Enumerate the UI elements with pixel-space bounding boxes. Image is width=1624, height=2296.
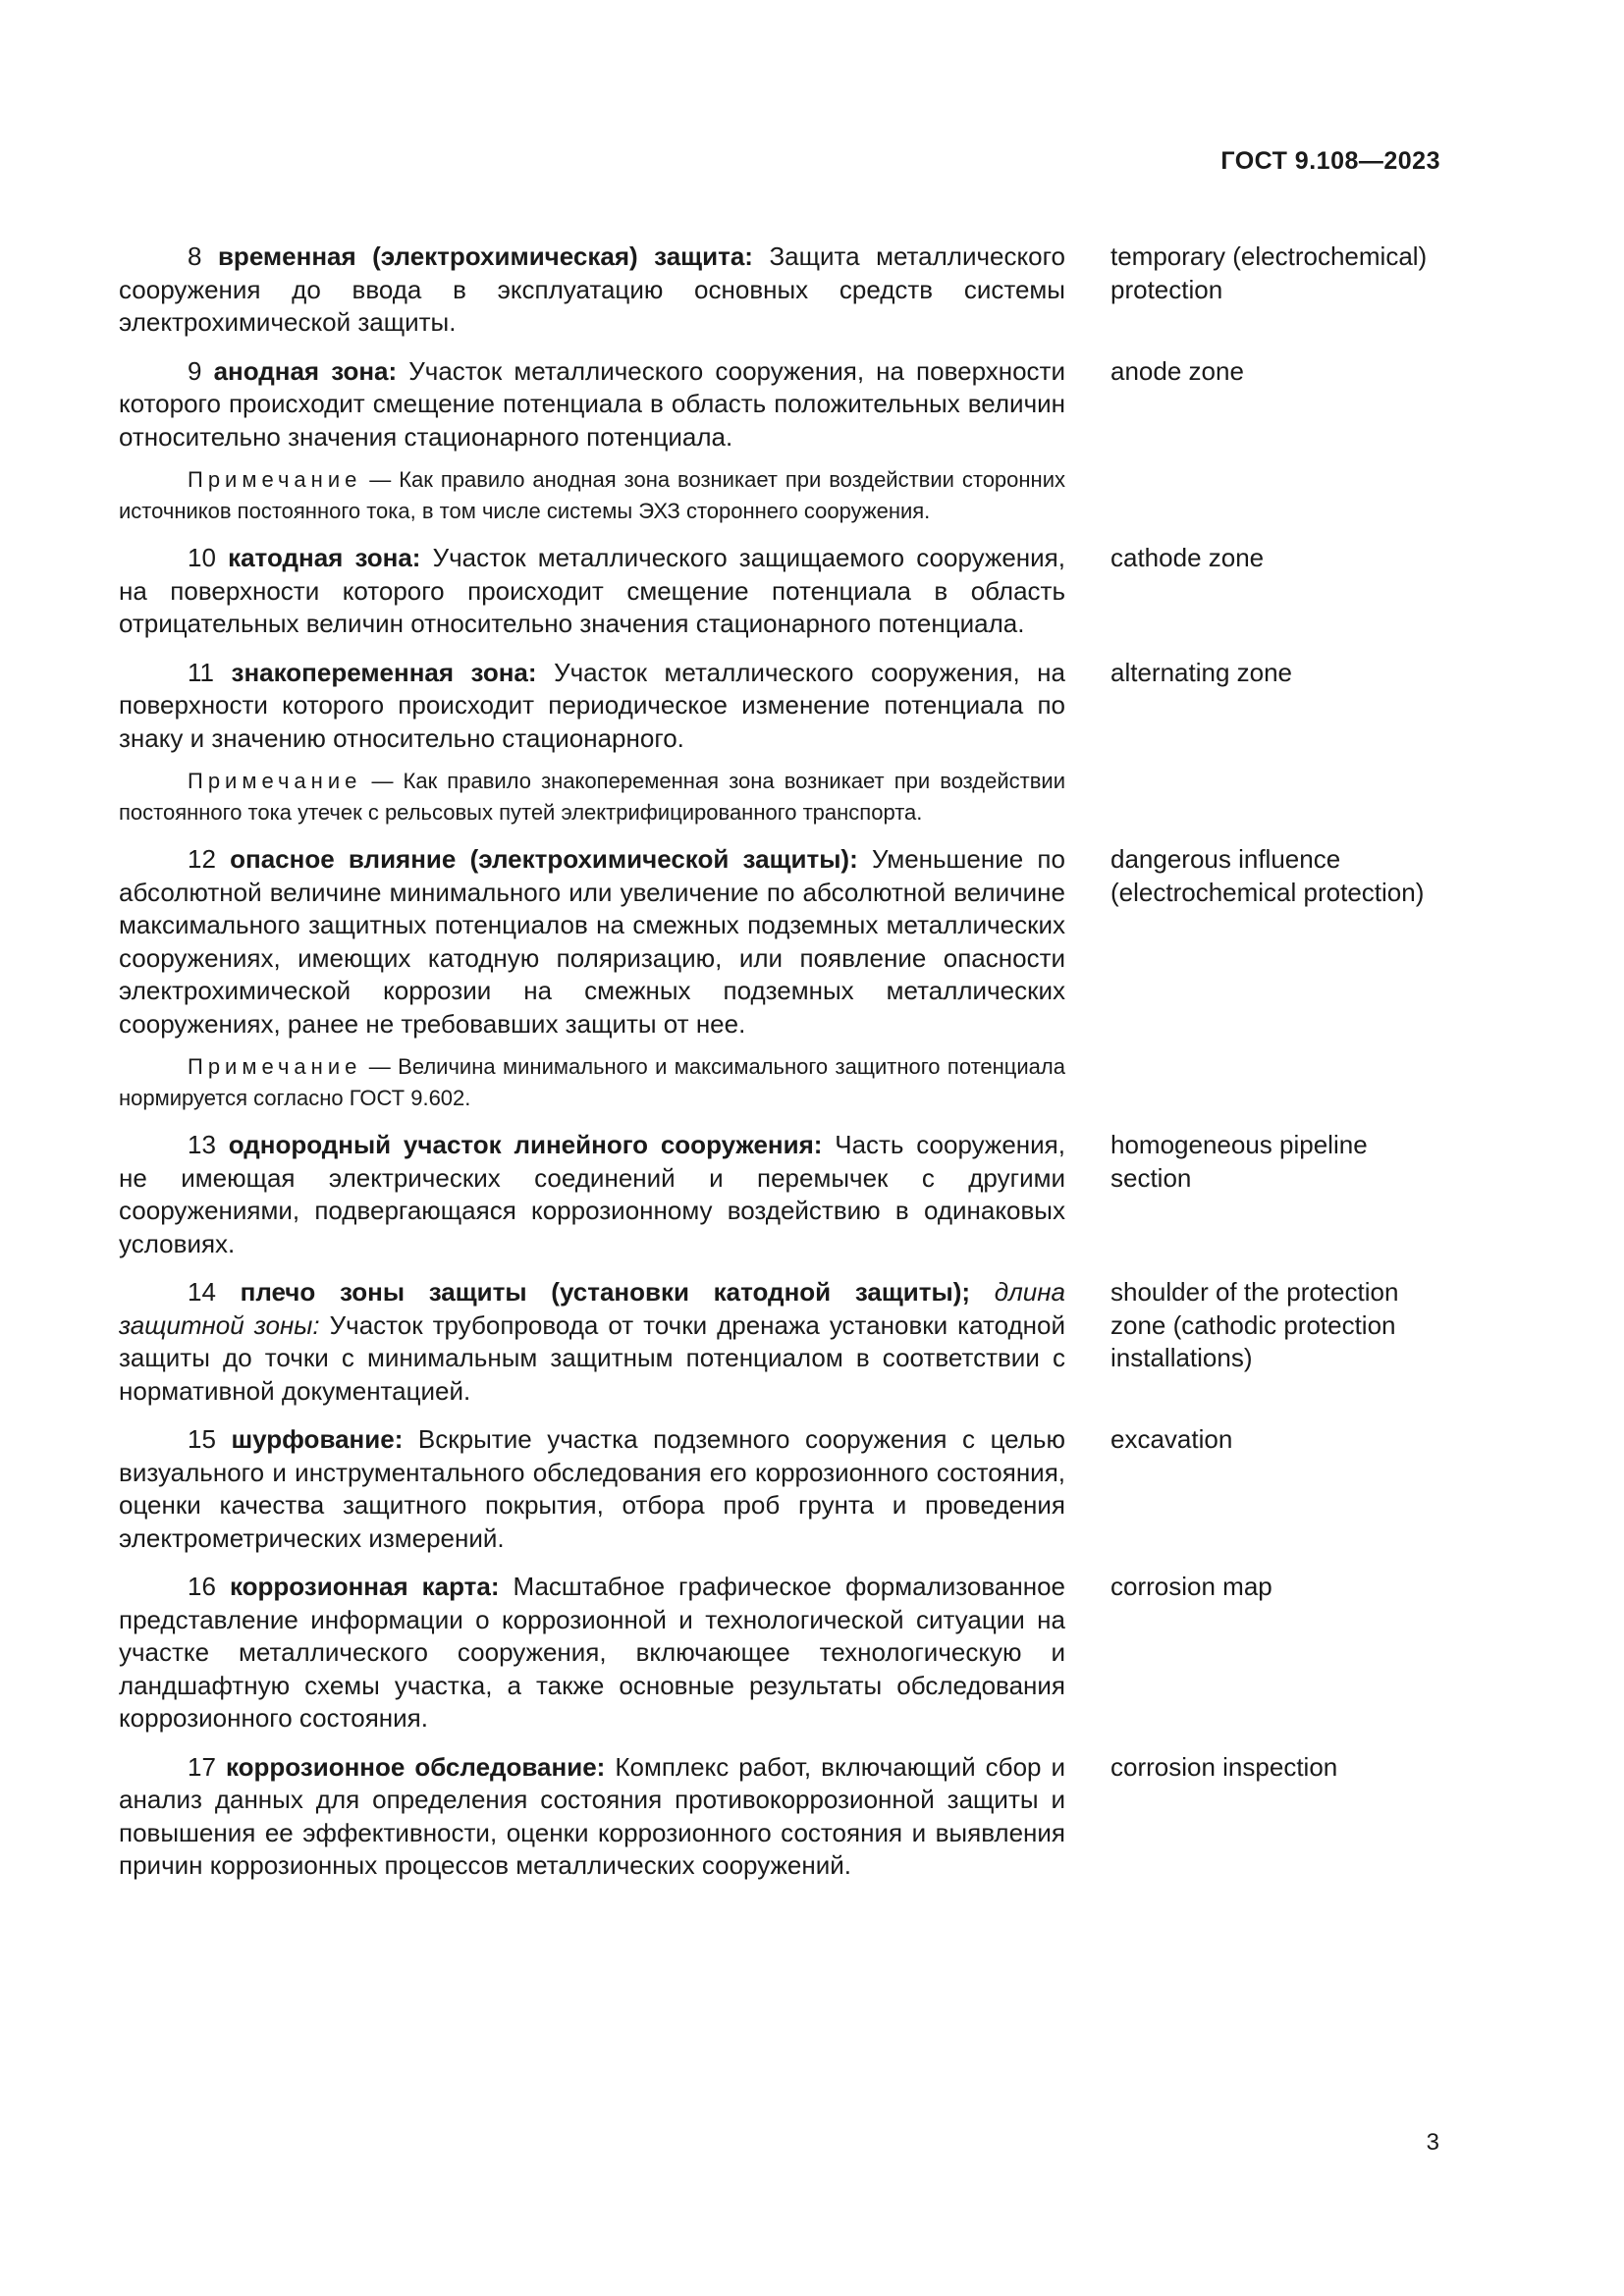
term-entry-main [119, 542, 1065, 641]
term-entry-main [119, 1751, 1065, 1883]
definition-text: Участок металлического сооружения, на поверхности которого происходит смещение потенциала в область положительных величин относительно значения стационарного потенциала. [119, 355, 1065, 452]
term-number: 12 [188, 844, 216, 874]
definition-text: Уменьшение по абсолютной величине минимального или увеличение по абсолютной величине максимального защитных потенциалов на смежных подземных металлических сооружениях, имеющих катодную поляризацию, или появление опасности электрохимической коррозии на смежных подземных металлических сооружениях, ранее не требовавших защиты от нее. [119, 844, 1065, 1039]
term-definition [119, 1129, 1065, 1260]
definition-text: Комплекс работ, включающий сбор и анализ данных для определения состояния противокоррозионной защиты и повышения ее эффективности, оценки коррозионного состояния и выявления причин коррозионных процессов металлических сооружений. [119, 1751, 1066, 1880]
term-definition [119, 1276, 1065, 1408]
definition-text: Участок металлического защищаемого сооружения, на поверхности которого происходит смещение потенциала в область отрицательных величин относительно значения стационарного потенциала. [119, 543, 1065, 638]
term-number: 16 [188, 1572, 216, 1601]
term-entry-main [119, 1571, 1065, 1735]
term-english: temporary (electrochemical) protection [1110, 241, 1428, 304]
term-title: шурфование: [231, 1424, 404, 1454]
term-title: знакопеременная зона: [231, 657, 537, 687]
document-code: ГОСТ 9.108—2023 [1220, 147, 1440, 175]
term-entry-15 [119, 1423, 1444, 1555]
term-entry-13 [119, 1129, 1444, 1260]
term-definition [119, 1751, 1065, 1883]
term-english: dangerous influence (electrochemical protection) [1110, 844, 1425, 907]
definition-text: Участок металлического сооружения, на поверхности которого происходит периодическое изменение потенциала по знаку и значению относительно стационарного. [119, 657, 1065, 753]
term-number: 9 [188, 355, 202, 386]
term-english: anode zone [1110, 355, 1244, 386]
term-entry-14 [119, 1276, 1444, 1408]
page-number: 3 [1426, 2129, 1439, 2156]
term-entry-8 [119, 240, 1444, 340]
note-text: — Как правило анодная зона возникает при воздействии сторонних источников постоянного тока, в том числе системы ЭХЗ стороннего сооружения. [119, 467, 1065, 523]
term-number: 15 [188, 1424, 216, 1454]
term-entry-10 [119, 542, 1444, 641]
term-english: corrosion map [1110, 1572, 1272, 1601]
definition-text: Вскрытие участка подземного сооружения с целью визуального и инструментального обследования его коррозионного состояния, оценки качества защитного покрытия, отбора проб грунта и проведения электрометрических измерений. [119, 1424, 1065, 1553]
term-definition [119, 240, 1065, 340]
term-entry-17 [119, 1751, 1444, 1883]
term-definition [119, 1423, 1065, 1555]
term-entry-9 [119, 355, 1444, 527]
term-entry-main [119, 657, 1065, 828]
term-number: 11 [188, 657, 214, 687]
term-entry-main [119, 1276, 1065, 1408]
term-number: 14 [188, 1277, 216, 1307]
definition-text: Участок трубопровода от точки дренажа установки катодной защиты до точки с минимальным защитным потенциалом в соответствии с нормативной документацией. [119, 1309, 1065, 1406]
term-english: cathode zone [1110, 543, 1265, 572]
term-definition [119, 542, 1065, 641]
term-number: 10 [188, 543, 216, 572]
term-definition [119, 657, 1065, 756]
term-english: alternating zone [1110, 657, 1293, 687]
term-entry-11 [119, 657, 1444, 828]
term-entry-12 [119, 843, 1444, 1113]
note-text: — Как правило знакопеременная зона возникает при воздействии постоянного тока утечек с рельсовых путей электрифицированного транспорта. [119, 769, 1065, 825]
term-entry-main [119, 355, 1065, 527]
term-definition [119, 1571, 1065, 1735]
term-entry-main [119, 843, 1065, 1113]
term-english: shoulder of the protection zone (cathodic protection installations) [1110, 1277, 1399, 1372]
term-title: катодная зона: [228, 543, 421, 572]
note-text: — Величина минимального и максимального защитного потенциала нормируется согласно ГОСТ 9.602. [119, 1054, 1065, 1110]
term-number: 13 [188, 1130, 216, 1159]
definition-text: Часть сооружения, не имеющая электрических соединений и перемычек с другими сооружениями, подвергающаяся коррозионному воздействию в одинаковых условиях. [119, 1130, 1065, 1258]
term-english: homogeneous pipeline section [1110, 1130, 1368, 1193]
terms-list [119, 240, 1444, 1883]
note-label: Примечание [188, 769, 362, 793]
term-english: corrosion inspection [1110, 1751, 1338, 1782]
term-entry-16 [119, 1571, 1444, 1735]
term-title: опасное влияние (электрохимической защиты): [230, 844, 858, 874]
term-title: однородный участок линейного сооружения: [228, 1130, 823, 1159]
term-number: 17 [188, 1751, 216, 1782]
term-number: 8 [188, 241, 202, 271]
term-title: коррозионная карта: [229, 1572, 500, 1601]
definition-text: Масштабное графическое формализованное представление информации о коррозионной и технологической ситуации на участке металлического сооружения, включающее технологическую и ландшафтную схемы участка, а также основные результаты обследования коррозионного состояния. [119, 1572, 1065, 1733]
term-entry-main [119, 1423, 1065, 1555]
term-synonym: длина защитной зоны: [119, 1277, 1065, 1340]
term-title: плечо зоны защиты (установки катодной защиты); [240, 1277, 971, 1307]
definition-text: Защита металлического сооружения до ввода в эксплуатацию основных средств системы электрохимической защиты. [119, 241, 1065, 337]
term-english: excavation [1110, 1424, 1233, 1454]
term-title: коррозионное обследование: [225, 1751, 606, 1782]
term-note [119, 464, 1065, 526]
term-definition [119, 843, 1065, 1041]
term-title: анодная зона: [213, 355, 398, 386]
note-label: Примечание [188, 467, 362, 492]
term-definition [119, 355, 1065, 454]
note-label: Примечание [188, 1054, 362, 1079]
term-entry-main [119, 240, 1065, 340]
term-note [119, 766, 1065, 828]
term-title: временная (электрохимическая) защита: [217, 241, 753, 271]
term-note [119, 1051, 1065, 1113]
term-entry-main [119, 1129, 1065, 1260]
